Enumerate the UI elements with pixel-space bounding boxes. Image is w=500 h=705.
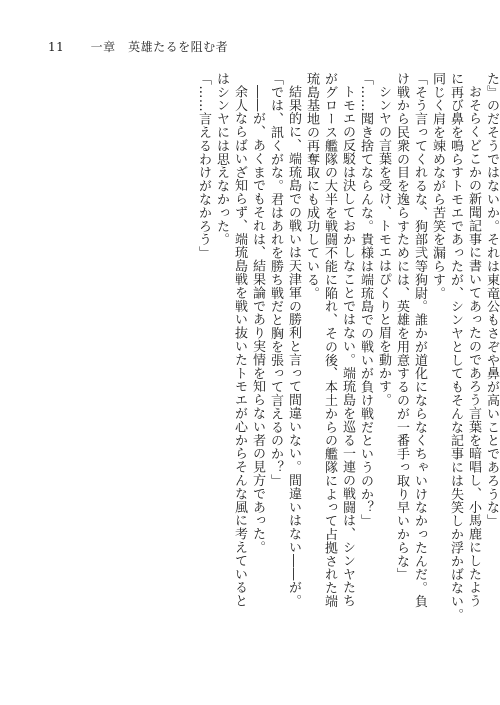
text-line: 琉島基地の再奪取にも成功している。 [304, 72, 319, 300]
text-line: 「……言えるわけがなかろう」 [196, 72, 211, 260]
text-line: シンヤの言葉を受け、トモエはぴくりと眉を動かす。 [376, 85, 391, 407]
text-line: おそらくどこかの新聞記事に書いてあったのであろう言葉を暗唱し、小馬鹿にしたよう [466, 85, 481, 608]
running-header [48, 40, 228, 54]
text-line: 余人ならばいざ知らず、端琉島戦を戦い抜いたトモエが心からそんな風に考えていると [232, 85, 247, 608]
text-line: がグロース艦隊の大半を戦闘不能に陥れ、その後、本土からの艦隊によって占拠された端 [322, 72, 337, 608]
text-line: に再び鼻を鳴らすトモエであったが、シンヤとしてもそんな記事には失笑しか浮かばない。 [448, 72, 463, 622]
page-number: 11 [48, 40, 65, 54]
text-line: た』のだそうではないか。それは東竜公もさぞや鼻が高いことであろうな」 [484, 72, 499, 528]
text-line: ――が、あくまでもそれは、結果論であり実情を知らない者の見方であった。 [250, 85, 265, 554]
text-line: 「そう言ってくれるな、狗部弐等狗尉。誰かが道化にならなくちゃいけなかったんだ。負 [412, 72, 427, 608]
text-line: け戦から民衆の目を逸らすためには、英雄を用意するのが一番手っ取り早いからな」 [394, 72, 409, 582]
text-line: トモエの反駁は決しておかしなことではない。端琉島を巡る一連の戦闘は、シンヤたち [340, 85, 355, 608]
text-line: 同じく肩を竦めながら苦笑を漏らす。 [430, 72, 445, 300]
vertical-body-text [68, 72, 500, 692]
text-line: はシンヤには思えなかった。 [214, 72, 229, 247]
text-line: 「……聞き捨てならんな。貴様は端琉島での戦いが負け戦だというのか？」 [358, 72, 373, 528]
text-line: 「では、訊くがな。君はあれを勝ち戦だと胸を張って言えるのか？」 [268, 72, 283, 488]
chapter-title: 一章 英雄たるを阻む者 [90, 40, 229, 54]
text-line: 結果的に、端琉島での戦いは天津軍の勝利と言って間違いない。間違いはない――が。 [286, 85, 301, 608]
